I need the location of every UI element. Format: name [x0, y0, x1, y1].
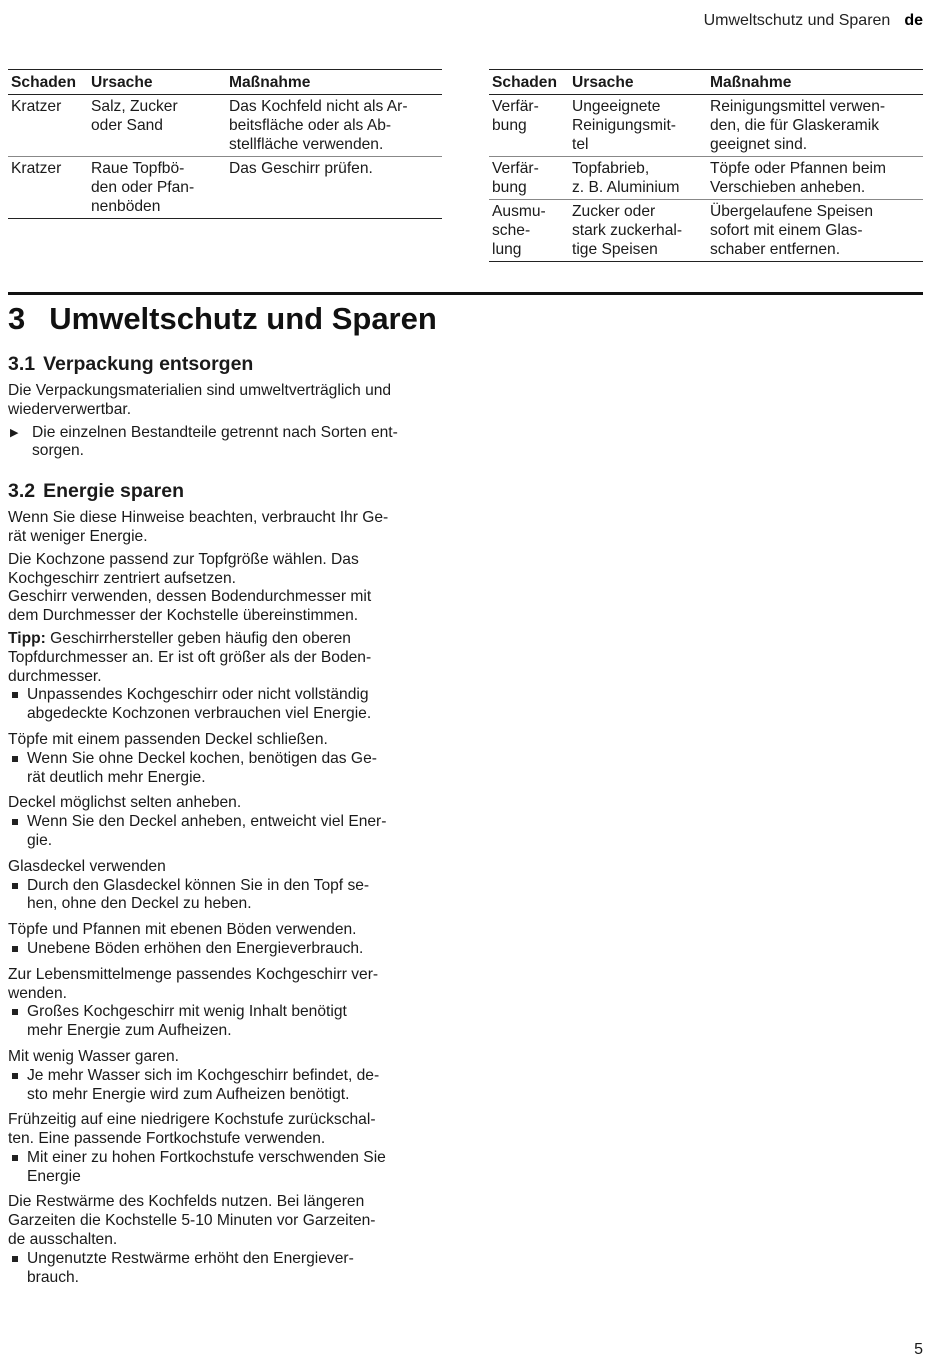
- energy-tip-bullet: [8, 940, 444, 959]
- text-line: mehr Energie zum Aufheizen.: [27, 1022, 232, 1040]
- text-line: Mit einer zu hohen Fortkochstufe verschwenden Sie: [27, 1148, 386, 1166]
- tip-text-first: Geschirrhersteller geben häufig den oberen: [45, 629, 351, 647]
- cell-text-line: tel: [572, 136, 589, 153]
- cell-text-line: stellfläche verwenden.: [229, 136, 384, 153]
- text-line: Glasdeckel verwenden: [8, 857, 166, 875]
- text-line: sorgen.: [32, 442, 85, 460]
- text-line: Durch den Glasdeckel können Sie in den Topf se-: [27, 876, 370, 894]
- cell-schaden: [489, 157, 569, 200]
- cell-massnahme: [707, 200, 923, 262]
- cell-text-line: Reinigungsmittel verwen-: [710, 98, 886, 115]
- text-line: ten. Eine passende Fortkochstufe verwenden.: [8, 1130, 326, 1148]
- cell-text-line: den, die für Glaskeramik: [710, 117, 880, 134]
- energy-tip-bullet: [8, 1067, 444, 1105]
- energy-tip: [8, 921, 444, 940]
- text-line: wiederverwertbar.: [8, 400, 132, 418]
- text-line: Frühzeitig auf eine niedrigere Kochstufe zurückschal-: [8, 1111, 376, 1129]
- table-row: [489, 95, 923, 157]
- column-header-ursache: Ursache: [88, 70, 226, 95]
- text-line: Geschirr verwenden, dessen Bodendurchmesser mit: [8, 588, 372, 606]
- cell-text-line: nenböden: [91, 198, 161, 215]
- bullet-text: [27, 1003, 444, 1041]
- table-row: [489, 157, 923, 200]
- cell-text-line: geeignet sind.: [710, 136, 808, 153]
- main-column: [8, 346, 444, 1291]
- text-line: Je mehr Wasser sich im Kochgeschirr befindet, de-: [27, 1066, 380, 1084]
- table-body: [8, 95, 442, 219]
- column-header-massnahme: Maßnahme: [707, 70, 923, 95]
- text-line: rät deutlich mehr Energie.: [27, 768, 206, 786]
- table-row: [489, 200, 923, 262]
- section-title: Energie sparen: [43, 480, 184, 503]
- section-number: 3.1: [8, 353, 36, 375]
- section-title: Verpackung entsorgen: [43, 353, 254, 375]
- page-number: 5: [914, 1341, 923, 1358]
- bullet-text: [27, 1067, 444, 1105]
- cell-text-line: Ungeeignete: [572, 98, 661, 115]
- cell-text-line: Verfär-: [492, 98, 539, 115]
- text-line: wenden.: [8, 984, 67, 1002]
- text-line: Die einzelnen Bestandteile getrennt nach Sorten ent-: [32, 423, 398, 441]
- text-line: Die Verpackungsmaterialien sind umweltverträglich und: [8, 382, 392, 399]
- cell-schaden: [489, 95, 569, 157]
- section-number: 3.2: [8, 480, 36, 503]
- running-header: [704, 12, 923, 30]
- cell-text-line: Übergelaufene Speisen: [710, 203, 873, 220]
- text-line: Töpfe und Pfannen mit ebenen Böden verwenden.: [8, 921, 357, 939]
- cell-text-line: bung: [492, 179, 527, 196]
- bullet-text: [27, 940, 444, 959]
- energy-tip-bullet: [8, 750, 444, 788]
- column-header-ursache: Ursache: [569, 70, 707, 95]
- cell-text-line: sofort mit einem Glas-: [710, 222, 863, 239]
- table-body: [489, 95, 923, 262]
- text-line: Großes Kochgeschirr mit wenig Inhalt benötigt: [27, 1003, 347, 1021]
- tip-bullet: [8, 686, 444, 724]
- cell-text-line: Verschieben anheben.: [710, 179, 866, 196]
- energy-tip: [8, 794, 444, 813]
- square-bullet-icon: [12, 1256, 18, 1262]
- text-line: sto mehr Energie wird zum Aufheizen benötigt.: [27, 1085, 350, 1103]
- energy-intro: [8, 509, 444, 547]
- column-header-schaden: Schaden: [8, 70, 88, 95]
- table-header-row: [489, 70, 923, 95]
- cell-text-line: den oder Pfan-: [91, 179, 195, 196]
- text-line: Mit wenig Wasser garen.: [8, 1047, 180, 1065]
- text-line: abgedeckte Kochzonen verbrauchen viel Energie.: [27, 705, 372, 723]
- cell-text-line: Reinigungsmit-: [572, 117, 677, 134]
- cell-text-line: Ausmu-: [492, 203, 546, 220]
- chapter-title-text: Umweltschutz und Sparen: [49, 301, 437, 336]
- cell-schaden: [489, 200, 569, 262]
- energy-tip-bullet: [8, 1149, 444, 1187]
- energy-tip: [8, 1111, 444, 1149]
- tip-paragraph: [8, 630, 444, 686]
- energy-tip: [8, 966, 444, 1004]
- cell-ursache: [569, 157, 707, 200]
- cell-text-line: bung: [492, 117, 527, 134]
- text-line: Wenn Sie ohne Deckel kochen, benötigen das Ge-: [27, 749, 377, 767]
- column-header-schaden: Schaden: [489, 70, 569, 95]
- cell-text-line: Töpfe oder Pfannen beim: [710, 160, 886, 177]
- square-bullet-icon: [12, 946, 18, 952]
- cell-text-line: stark zuckerhal-: [572, 222, 683, 239]
- packaging-step: [8, 424, 444, 462]
- table-row: [8, 157, 442, 219]
- section-heading-3-1: [8, 352, 444, 376]
- square-bullet-icon: [12, 1155, 18, 1161]
- table-row: [8, 95, 442, 157]
- cell-text-line: lung: [492, 241, 522, 258]
- cell-text-line: Salz, Zucker: [91, 98, 178, 115]
- chapter-heading: [8, 292, 923, 339]
- square-bullet-icon: [12, 819, 18, 825]
- energy-tip: [8, 731, 444, 750]
- packaging-intro: [8, 382, 444, 420]
- chapter-title: [8, 299, 923, 339]
- damage-table-right: [489, 69, 923, 262]
- cell-text-line: sche-: [492, 222, 531, 239]
- cell-massnahme: [707, 95, 923, 157]
- energy-tip-bullet: [8, 1003, 444, 1041]
- header-language-code: de: [904, 12, 923, 29]
- text-line: Kochgeschirr zentriert aufsetzen.: [8, 569, 236, 587]
- text-line: Töpfe mit einem passenden Deckel schließen.: [8, 730, 328, 748]
- square-bullet-icon: [12, 883, 18, 889]
- header-section-title: Umweltschutz und Sparen: [703, 12, 891, 29]
- cell-schaden: [8, 95, 88, 157]
- packaging-step-text: [32, 424, 444, 462]
- tip-label: Tipp:: [8, 629, 46, 647]
- energy-tip: [8, 1193, 444, 1249]
- tip-text-line: Topfdurchmesser an. Er ist oft größer als der Boden-: [8, 648, 372, 666]
- square-bullet-icon: [12, 1073, 18, 1079]
- cell-text-line: Kratzer: [11, 98, 62, 115]
- cell-text-line: Kratzer: [11, 160, 62, 177]
- bullet-text: [27, 877, 444, 915]
- bullet-text: [27, 750, 444, 788]
- square-bullet-icon: [12, 1009, 18, 1015]
- text-line: Zur Lebensmittelmenge passendes Kochgeschirr ver-: [8, 965, 379, 983]
- text-line: Unebene Böden erhöhen den Energieverbrauch.: [27, 939, 364, 957]
- bullet-text: [27, 686, 444, 724]
- cell-text-line: oder Sand: [91, 117, 163, 134]
- energy-tip-bullet: [8, 877, 444, 915]
- text-line: rät weniger Energie.: [8, 527, 148, 545]
- cell-ursache: [88, 95, 226, 157]
- square-bullet-icon: [12, 756, 18, 762]
- bullet-text: [27, 1250, 444, 1288]
- cell-text-line: schaber entfernen.: [710, 241, 841, 258]
- energy-tip: [8, 1048, 444, 1067]
- text-line: Die Kochzone passend zur Topfgröße wählen. Das: [8, 550, 359, 568]
- section-heading-3-2: [8, 479, 444, 503]
- cell-text-line: Das Kochfeld nicht als Ar-: [229, 98, 408, 115]
- text-line: Deckel möglichst selten anheben.: [8, 794, 242, 812]
- bullet-text: [27, 1149, 444, 1187]
- cell-ursache: [569, 95, 707, 157]
- cell-massnahme: [226, 157, 442, 219]
- tip-text-line: durchmesser.: [8, 667, 102, 685]
- text-line: Wenn Sie diese Hinweise beachten, verbraucht Ihr Ge-: [8, 509, 389, 527]
- energy-paragraph: [8, 551, 444, 626]
- cell-text-line: Raue Topfbö-: [91, 160, 185, 177]
- cell-massnahme: [226, 95, 442, 157]
- cell-text-line: Zucker oder: [572, 203, 656, 220]
- cell-text-line: z. B. Aluminium: [572, 179, 680, 196]
- cell-text-line: beitsfläche oder als Ab-: [229, 117, 392, 134]
- cell-text-line: tige Speisen: [572, 241, 658, 258]
- cell-massnahme: [707, 157, 923, 200]
- column-header-massnahme: Maßnahme: [226, 70, 442, 95]
- square-bullet-icon: [12, 692, 18, 698]
- cell-text-line: Das Geschirr prüfen.: [229, 160, 373, 177]
- cell-ursache: [569, 200, 707, 262]
- bullet-text: [27, 813, 444, 851]
- text-line: brauch.: [27, 1268, 80, 1286]
- cell-ursache: [88, 157, 226, 219]
- energy-tip-bullet: [8, 1250, 444, 1288]
- cell-schaden: [8, 157, 88, 219]
- cell-text-line: Verfär-: [492, 160, 539, 177]
- table-header-row: [8, 70, 442, 95]
- text-line: gie.: [27, 831, 53, 849]
- energy-tip: [8, 858, 444, 877]
- text-line: dem Durchmesser der Kochstelle übereinstimmen.: [8, 607, 359, 625]
- text-line: hen, ohne den Deckel zu heben.: [27, 895, 252, 913]
- text-line: Unpassendes Kochgeschirr oder nicht vollständig: [27, 686, 369, 704]
- text-line: de ausschalten.: [8, 1231, 118, 1249]
- chapter-number: 3: [8, 301, 26, 336]
- text-line: Garzeiten die Kochstelle 5-10 Minuten vor Garzeiten-: [8, 1212, 376, 1230]
- energy-tips-list: [8, 728, 444, 1288]
- text-line: Wenn Sie den Deckel anheben, entweicht viel Ener-: [27, 813, 387, 831]
- cell-text-line: Topfabrieb,: [572, 160, 650, 177]
- text-line: Ungenutzte Restwärme erhöht den Energiever-: [27, 1249, 354, 1267]
- text-line: Energie: [27, 1167, 81, 1185]
- arrow-bullet-icon: ▶: [10, 426, 19, 439]
- text-line: Die Restwärme des Kochfelds nutzen. Bei längeren: [8, 1193, 365, 1211]
- energy-tip-bullet: [8, 813, 444, 851]
- damage-table-left: [8, 69, 442, 219]
